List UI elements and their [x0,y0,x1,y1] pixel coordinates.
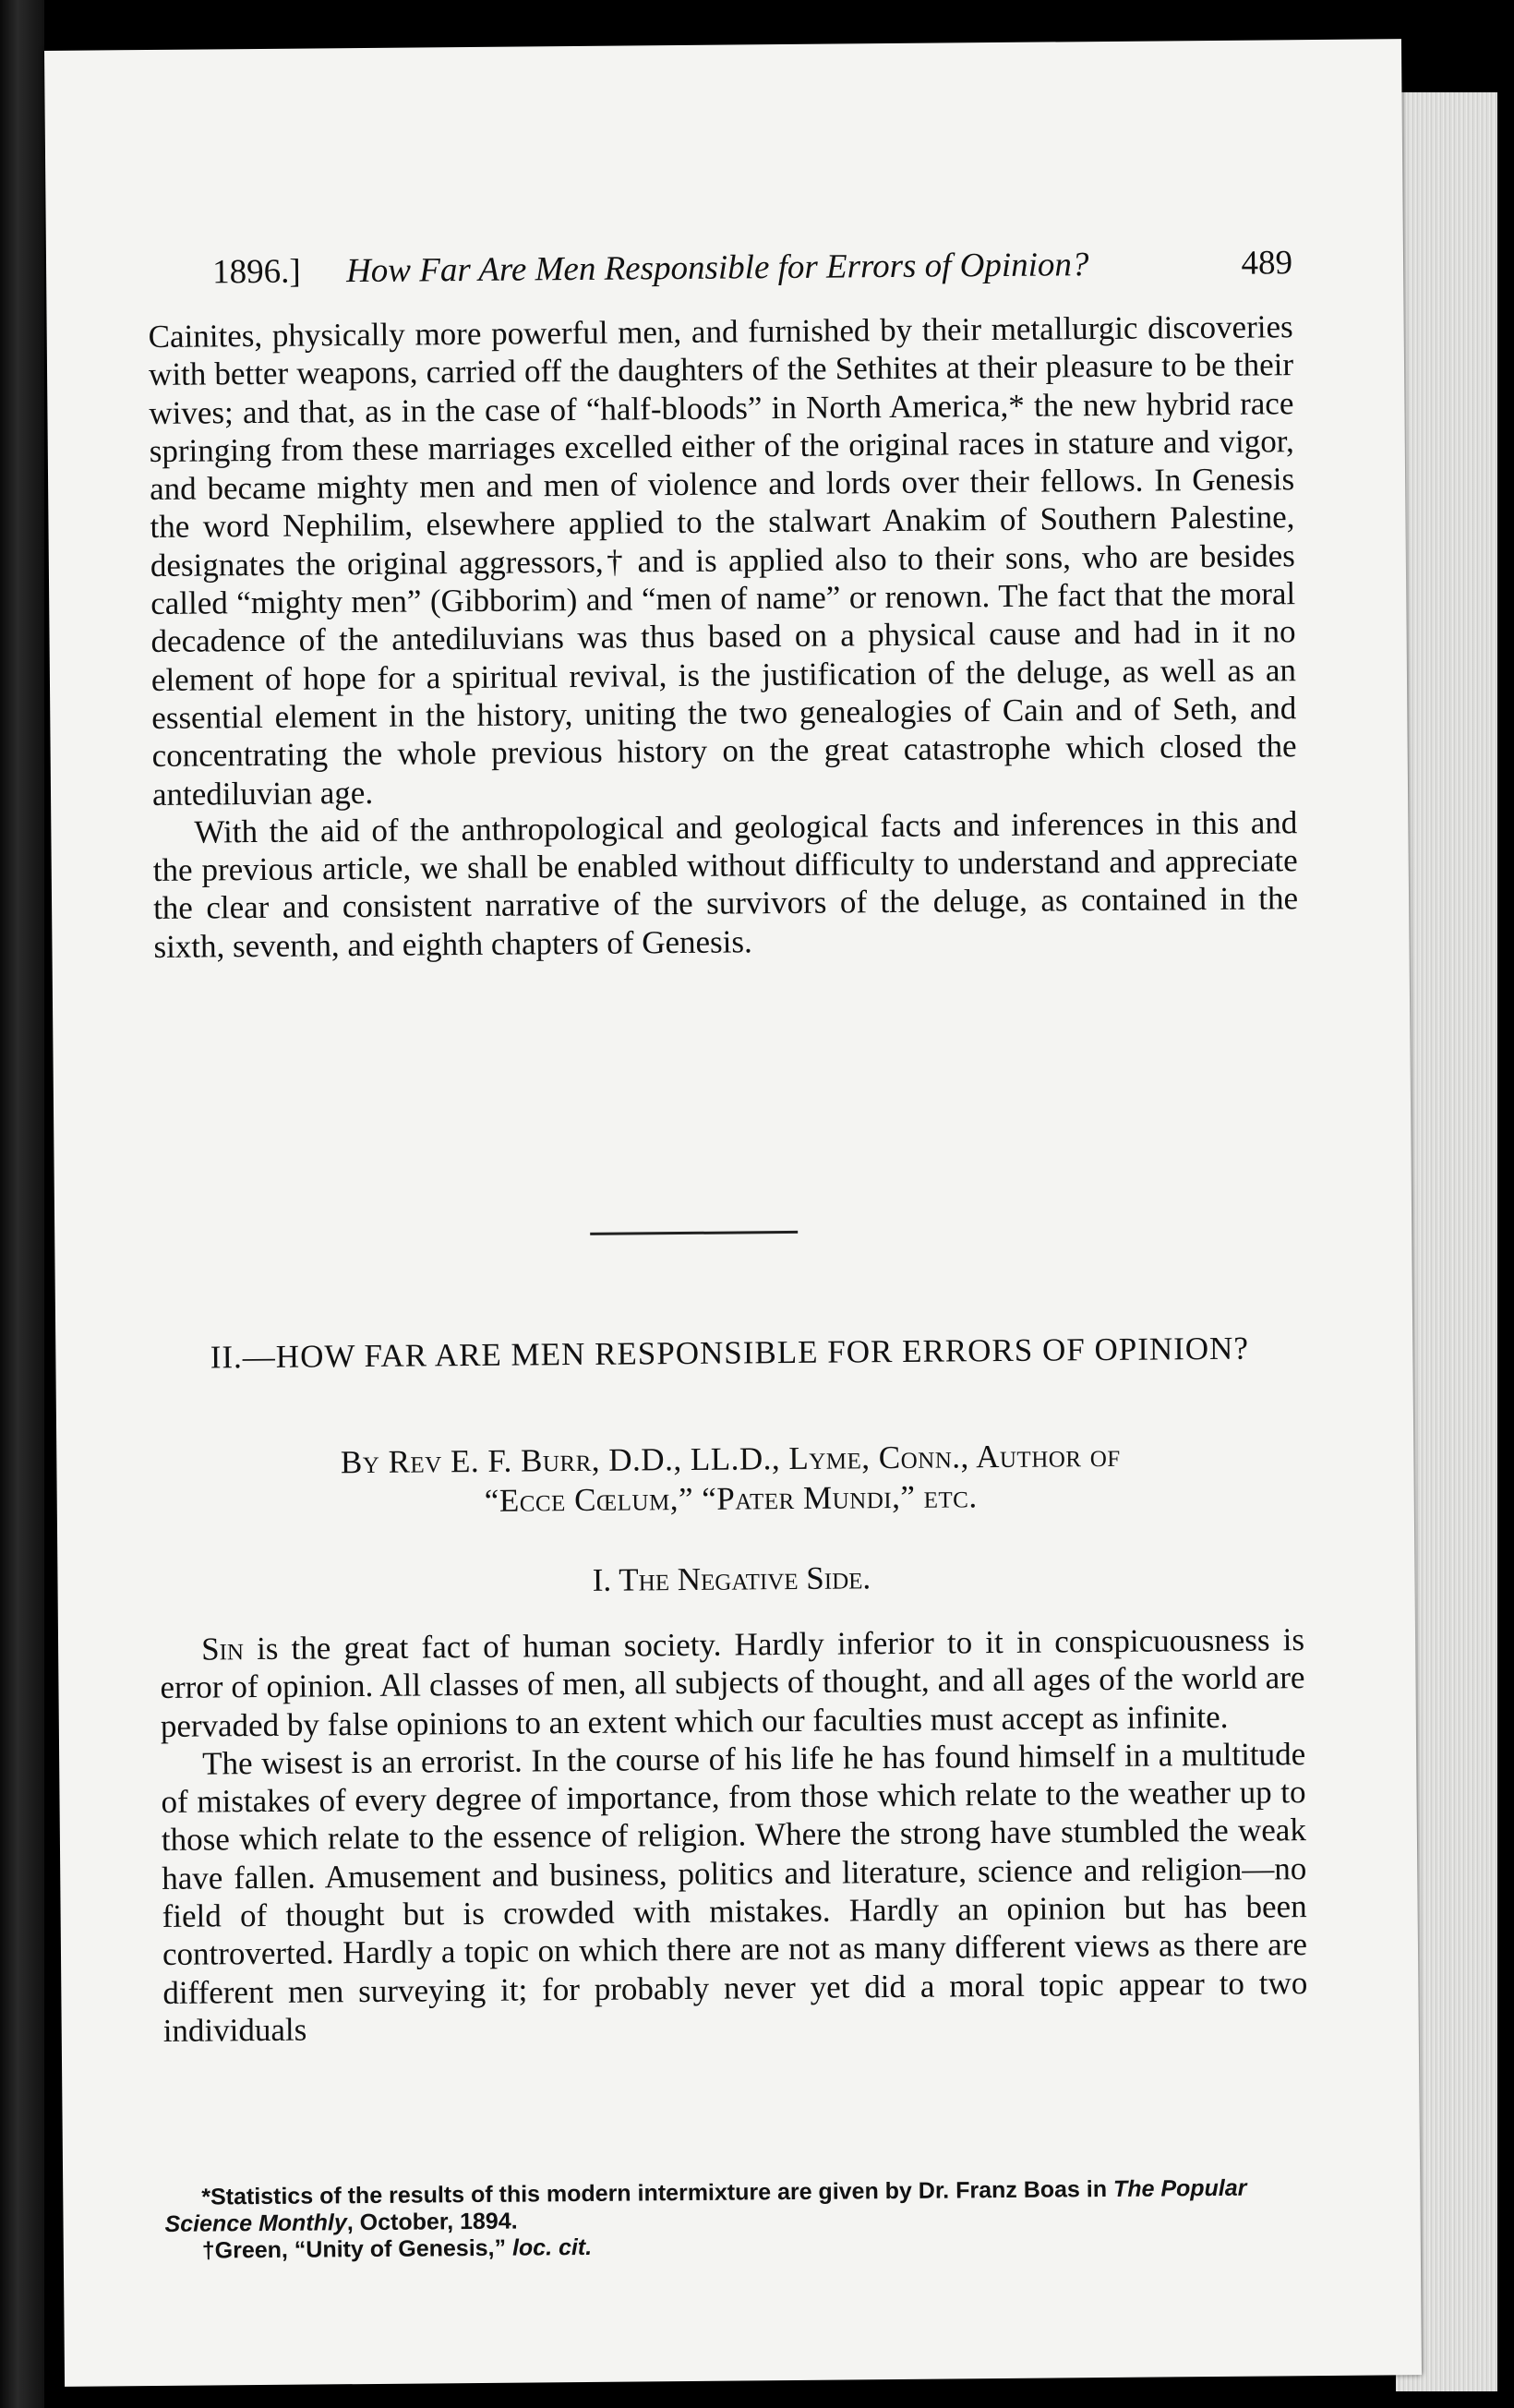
article-title: II.—HOW FAR ARE MEN RESPONSIBLE FOR ERRORS OF OPINION? [210,1330,1250,1376]
binding-shadow [0,0,44,2408]
footnote-2-text: †Green, “Unity of Genesis,” [201,2234,513,2264]
header-year: 1896.] [211,252,301,292]
footnote-1-journal: The Popular Science Monthly [164,2174,1247,2237]
article-byline [158,1434,1304,1523]
section-heading: I. The Negative Side. [592,1559,871,1598]
section-divider [590,1231,798,1235]
footnotes [164,2174,1310,2265]
paragraph-second: The wisest is an errorist. In the course of his life he has found himself in a multitude of mistakes of every degree of importance, from those which relate to the weather up to those which relate to the essence of religion. Where the strong have stumbled the weak have fallen. Amusement and business, politics and literature, science and religion—no field of thought but is crowded with mistakes. Hardly an opinion but has been controverted. Hardly a topic on which there are not as many different views as there are different men surveying it; for probably never yet did a moral topic appear to two individuals [161,1736,1308,2049]
opening-word: Sin [200,1631,245,1668]
footnote-1-date: , October, 1894. [346,2208,518,2236]
page-number: 489 [1241,244,1293,283]
byline-works: “Ecce Cœlum,” “Pater Mundi,” etc. [484,1478,978,1519]
footnote-1 [164,2174,1309,2238]
header-running-title: How Far Are Men Responsible for Errors of Opinion? [345,246,1089,291]
continued-text [149,307,1299,966]
byline-author: By Rev E. F. Burr, D.D., LL.D., Lyme, Conn., Author of [340,1437,1121,1481]
footnote-2-citation: loc. cit. [511,2233,593,2261]
article-body [160,1620,1308,2050]
footnote-1-text: *Statistics of the results of this modern intermixture are given by Dr. Franz Boas in [201,2175,1114,2210]
book-page [44,39,1422,2387]
paragraph-closing: With the aid of the anthropological and geological facts and inferences in this and the previous article, we shall be enabled without difficulty to understand and appreciate the clear and consistent narrative of the survivors of the deluge, as contained in the sixth, seventh, and eighth chapters of Genesis. [152,804,1299,965]
paragraph-continued: Cainites, physically more powerful men, and furnished by their metallurgic discoveries with better weapons, carried off the daughters of the Sethites at their pleasure to be their wives; and that, as in the case of “half-bloods” in North America,* the new hybrid race springing from these marriages excelled either of the original races in stature and vigor, and became mighty men and men of violence and lords over their fellows. In Genesis the word Nephilim, elsewhere applied to the stalwart Anakim of Southern Palestine, designates the original aggressors,† and is applied also to their sons, who are besides called “mighty men” (Gibborim) and “men of name” or renown. The fact that the moral decadence of the antediluvians was thus based on a physical cause and had in it no element of hope for a spiritual revival, is the justification of the deluge, as well as an essential element in the history, uniting the two genealogies of Cain and of Seth, and concentrating the whole previous history on the great catastrophe which closed the antediluvian age. [148,308,1297,813]
paragraph-opening [160,1620,1305,1745]
paragraph-opening-text: is the great fact of human society. Hardly inferior to it in conspicuousness is error of opinion. All classes of men, all subjects of thought, and all ages of the world are pervaded by false opinions to an extent which our faculties must accept as infinite. [160,1621,1305,1744]
running-header [212,243,1292,307]
